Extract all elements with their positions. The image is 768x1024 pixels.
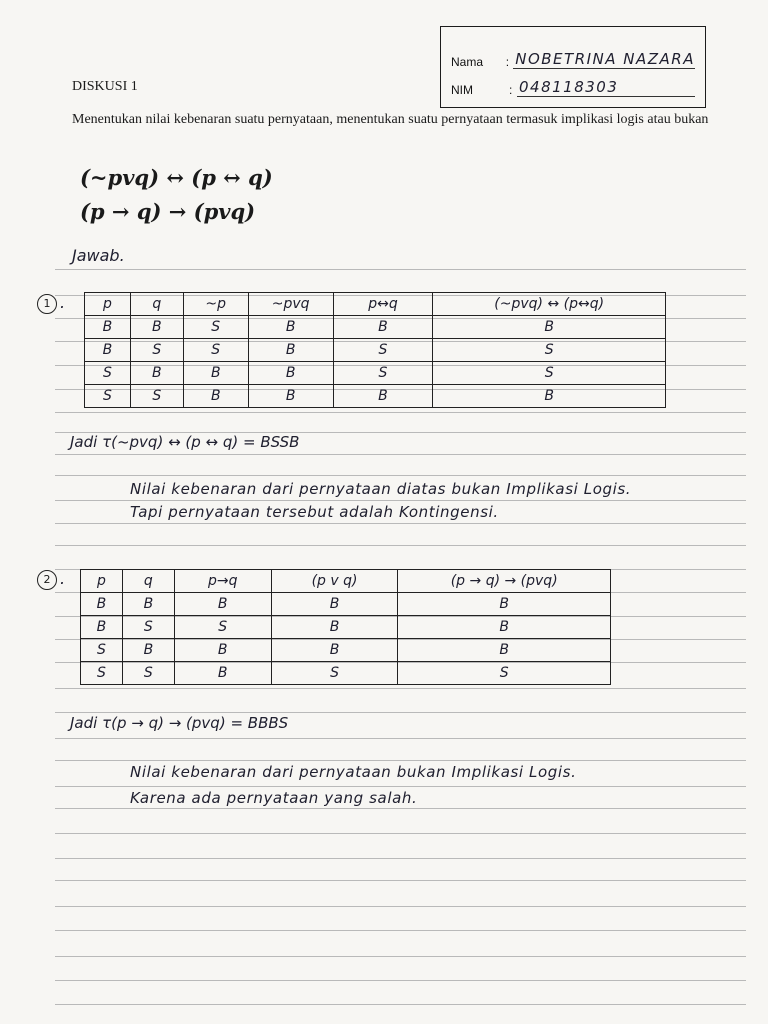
table-cell: B — [174, 662, 271, 685]
problem-2-dot: . — [60, 569, 66, 588]
table-cell: B — [398, 593, 611, 616]
answer-label: Jawab. — [72, 246, 125, 265]
formula-2: (p → q) → (pvq) — [80, 199, 256, 224]
ruled-line — [55, 880, 746, 881]
ruled-line — [55, 906, 746, 907]
problem-2-number: 2 — [37, 570, 57, 590]
table-cell: B — [174, 639, 271, 662]
ruled-line — [55, 475, 746, 476]
table-cell: B — [85, 339, 131, 362]
table-cell: B — [433, 385, 666, 408]
table-cell: B — [333, 316, 433, 339]
name-value: NOBETRINA NAZARA — [515, 50, 695, 68]
table-cell: B — [130, 316, 183, 339]
header-cell: p→q — [174, 570, 271, 593]
ruled-line — [55, 738, 746, 739]
ruled-line — [55, 712, 746, 713]
table-row — [85, 385, 666, 408]
problem-1-number: 1 — [37, 294, 57, 314]
table-cell: S — [85, 385, 131, 408]
table-header-row — [81, 570, 611, 593]
ruled-line — [55, 545, 746, 546]
nim-row — [451, 73, 695, 97]
table-cell: S — [85, 362, 131, 385]
conclusion-2: Jadi τ(p → q) → (pvq) = BBBS — [70, 714, 289, 732]
table-row — [81, 616, 611, 639]
ruled-line — [55, 760, 746, 761]
table-cell: S — [81, 662, 123, 685]
header-cell: ~pvq — [248, 293, 333, 316]
note-2-line-1: Nilai kebenaran dari pernyataan bukan Implikasi Logis. — [130, 763, 577, 781]
nim-label: NIM — [451, 83, 473, 97]
problem-1-dot: . — [60, 293, 66, 312]
header-cell: (~pvq) ↔ (p↔q) — [433, 293, 666, 316]
ruled-line — [55, 786, 746, 787]
table-cell: S — [333, 362, 433, 385]
ruled-line — [55, 500, 746, 501]
header-cell: p — [81, 570, 123, 593]
table-cell: B — [248, 339, 333, 362]
header-cell: (p v q) — [271, 570, 398, 593]
table-row — [81, 593, 611, 616]
table-cell: B — [122, 639, 174, 662]
table-cell: B — [130, 362, 183, 385]
table-cell: B — [333, 385, 433, 408]
table-row — [85, 362, 666, 385]
name-label: Nama — [451, 55, 484, 69]
table-cell: B — [271, 593, 398, 616]
note-1-line-1: Nilai kebenaran dari pernyataan diatas bukan Implikasi Logis. — [130, 480, 632, 498]
table-cell: B — [248, 316, 333, 339]
table-cell: S — [122, 662, 174, 685]
ruled-line — [55, 956, 746, 957]
table-cell: B — [398, 616, 611, 639]
table-cell: B — [248, 362, 333, 385]
table-cell: B — [81, 616, 123, 639]
table-cell: S — [122, 616, 174, 639]
table-header-row — [85, 293, 666, 316]
header-cell: p↔q — [333, 293, 433, 316]
ruled-line — [55, 688, 746, 689]
ruled-line — [55, 454, 746, 455]
table-cell: B — [81, 593, 123, 616]
table-cell: S — [81, 639, 123, 662]
table-cell: S — [271, 662, 398, 685]
header-cell: q — [130, 293, 183, 316]
table-cell: S — [183, 339, 248, 362]
table-row — [85, 339, 666, 362]
note-2-line-2: Karena ada pernyataan yang salah. — [130, 789, 418, 807]
identity-box — [440, 26, 706, 108]
table-cell: S — [398, 662, 611, 685]
formula-1: (~pvq) ↔ (p ↔ q) — [80, 165, 273, 190]
table-cell: B — [174, 593, 271, 616]
ruled-line — [55, 858, 746, 859]
table-cell: S — [433, 362, 666, 385]
truth-table-1 — [84, 292, 666, 408]
table-cell: B — [271, 616, 398, 639]
page-title: DISKUSI 1 — [72, 79, 138, 94]
table-cell: S — [183, 316, 248, 339]
table-cell: B — [433, 316, 666, 339]
ruled-line — [55, 980, 746, 981]
truth-table-2 — [80, 569, 611, 685]
table-cell: B — [122, 593, 174, 616]
table-cell: B — [85, 316, 131, 339]
ruled-line — [55, 930, 746, 931]
table-cell: B — [183, 385, 248, 408]
table-cell: B — [398, 639, 611, 662]
header-cell: (p → q) → (pvq) — [398, 570, 611, 593]
note-1-line-2: Tapi pernyataan tersebut adalah Kontingensi. — [130, 503, 499, 521]
table-cell: S — [130, 385, 183, 408]
table-cell: S — [433, 339, 666, 362]
table-cell: B — [271, 639, 398, 662]
table-row — [81, 662, 611, 685]
ruled-line — [55, 808, 746, 809]
header-cell: q — [122, 570, 174, 593]
ruled-line — [55, 523, 746, 524]
nim-value: 048118303 — [517, 78, 695, 97]
name-row — [451, 45, 695, 69]
nim-colon: : — [509, 83, 513, 97]
ruled-line — [55, 269, 746, 270]
conclusion-1: Jadi τ(~pvq) ↔ (p ↔ q) = BSSB — [70, 433, 300, 451]
ruled-line — [55, 412, 746, 413]
ruled-line — [55, 1004, 746, 1005]
table-cell: S — [174, 616, 271, 639]
name-colon: : — [505, 55, 510, 69]
table-cell: S — [333, 339, 433, 362]
header-cell: ~p — [183, 293, 248, 316]
ruled-line — [55, 833, 746, 834]
table-cell: S — [130, 339, 183, 362]
header-cell: p — [85, 293, 131, 316]
instruction-text: Menentukan nilai kebenaran suatu pernyataan, menentukan suatu pernyataan termasuk implikasi logis atau bukan — [72, 112, 709, 127]
table-cell: B — [248, 385, 333, 408]
table-cell: B — [183, 362, 248, 385]
table-row — [81, 639, 611, 662]
table-row — [85, 316, 666, 339]
